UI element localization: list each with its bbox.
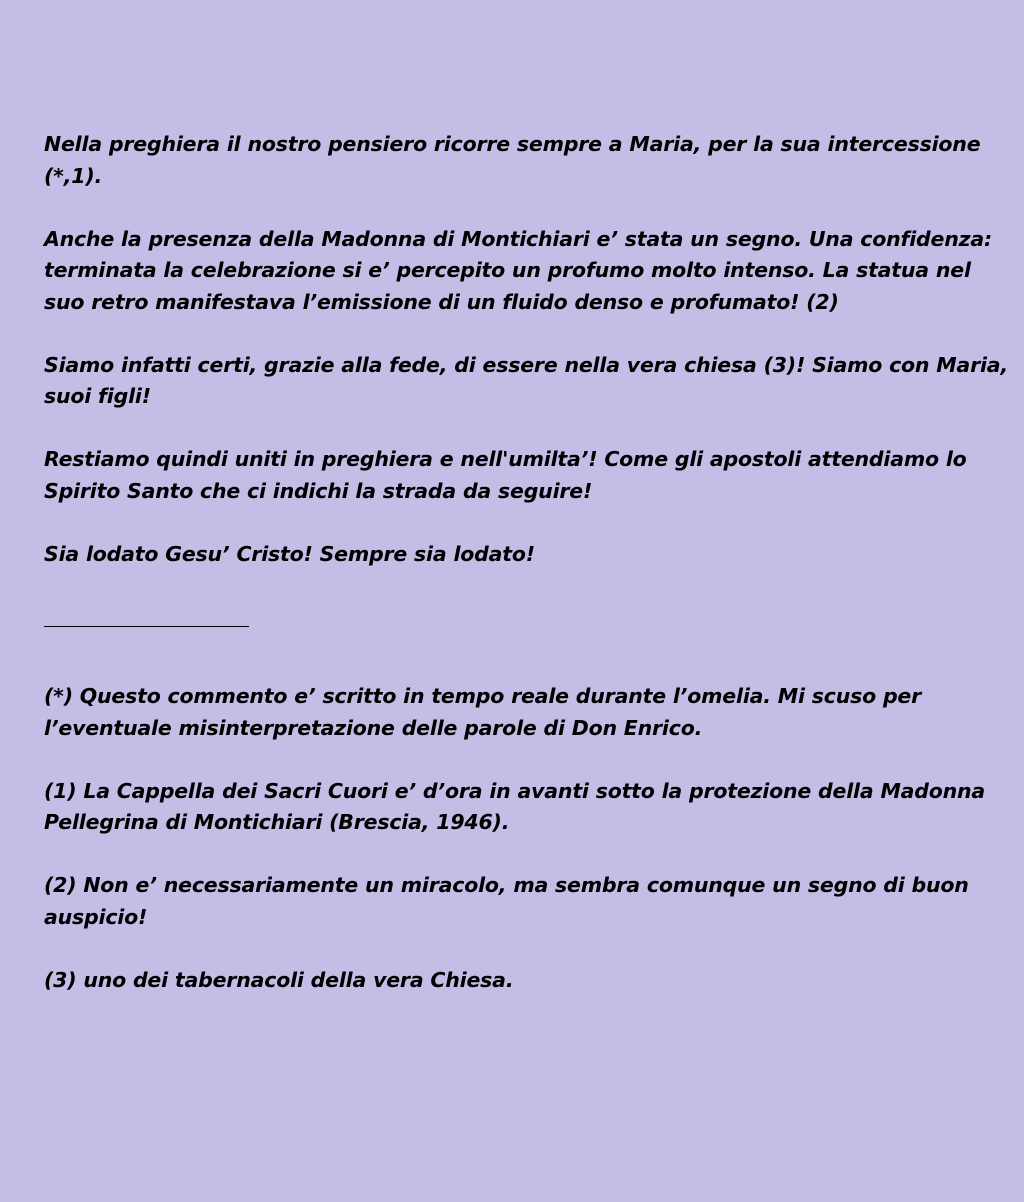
document-body (44, 129, 1010, 996)
footnote-2: (2) Non e’ necessariamente un miracolo, ma sembra comunque un segno di buon auspicio! (44, 873, 969, 929)
paragraph-united-in-prayer: Restiamo quindi uniti in preghiera e nell'umilta’! Come gli apostoli attendiamo lo Spirito Santo che ci indichi la strada da seguire! (44, 447, 967, 503)
paragraph-praise: Sia lodato Gesu’ Cristo! Sempre sia lodato! (44, 541, 535, 566)
footnote-3: (3) uno dei tabernacoli della vera Chiesa. (44, 967, 514, 992)
footnote-asterisk: (*) Questo commento e’ scritto in tempo reale durante l’omelia. Mi scuso per l’eventuale misinterpretazione delle parole di Don Enrico. (44, 684, 922, 740)
paragraph-madonna-montichiari: Anche la presenza della Madonna di Montichiari e’ stata un segno. Una confidenza: terminata la celebrazione si e’ percepito un profumo molto intenso. La statua nel suo retro manifestava l’emissione di un fluido denso e profumato! (2) (44, 226, 992, 314)
paragraph-true-church: Siamo infatti certi, grazie alla fede, di essere nella vera chiesa (3)! Siamo con Maria, suoi figli! (44, 352, 1009, 408)
footnote-separator (44, 626, 249, 627)
footnote-1: (1) La Cappella dei Sacri Cuori e’ d’ora in avanti sotto la protezione della Madonna Pellegrina di Montichiari (Brescia, 1946). (44, 778, 986, 834)
paragraph-intercession: Nella preghiera il nostro pensiero ricorre sempre a Maria, per la sua intercessione (*,1). (44, 132, 981, 188)
